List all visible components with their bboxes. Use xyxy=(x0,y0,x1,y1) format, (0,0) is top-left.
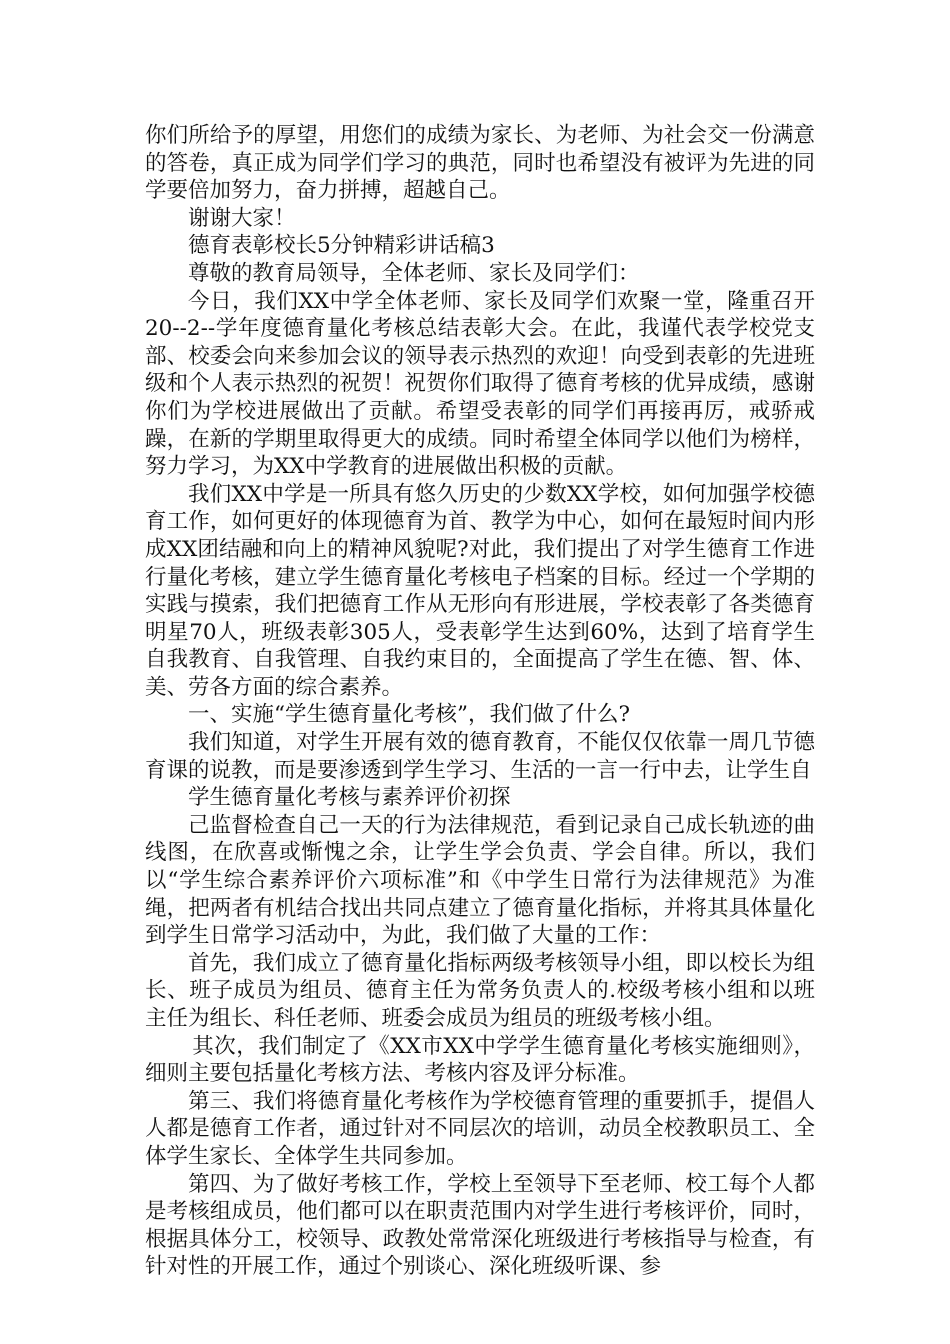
paragraph: 己监督检查自己一天的行为法律规范，看到记录自己成长轨迹的曲线图，在欣喜或惭愧之余，让学生学会负责、学会自律。所以，我们以“学生综合素养评价六项标准”和《中学生日常行为法律规范》为准绳，把两者有机结合找出共同点建立了德育量化指标，并将其具体量化到学生日常学习活动中，为此，我们做了大量的工作： xyxy=(145,812,815,949)
paragraph: 我们知道，对学生开展有效的德育教育，不能仅仅依靠一周几节德育课的说教，而是要渗透到学生学习、生活的一言一行中去，让学生自 xyxy=(145,730,815,783)
salutation: 尊敬的教育局领导，全体老师、家长及同学们： xyxy=(188,260,640,286)
paragraph: 其次，我们制定了《XX市XX中学学生德育量化考核实施细则》，细则主要包括量化考核方法、考核内容及评分标准。 xyxy=(145,1033,815,1087)
paragraph: 今日，我们XX中学全体老师、家长及同学们欢聚一堂，隆重召开20--2--学年度德育量化考核总结表彰大会。在此，我谨代表学校党支部、校委会向来参加会议的领导表示热烈的欢迎！向受到表彰的先进班级和个人表示热烈的祝贺！祝贺你们取得了德育考核的优异成绩，感谢你们为学校进展做出了贡献。希望受表彰的同学们再接再厉，戒骄戒躁，在新的学期里取得更大的成绩。同时希望全体同学以他们为榜样，努力学习，为XX中学教育的进展做出积极的贡献。 xyxy=(145,288,815,480)
paragraph: 你们所给予的厚望，用您们的成绩为家长、为老师、为社会交一份满意的答卷，真正成为同学们学习的典范，同时也希望没有被评为先进的同学要倍加努力，奋力拼搏，超越自己。 xyxy=(145,123,815,204)
document-page xyxy=(145,122,815,1281)
paragraph: 谢谢大家！ xyxy=(188,205,296,231)
paragraph: 我们XX中学是一所具有悠久历史的少数XX学校，如何加强学校德育工作，如何更好的体现德育为首、教学为中心，如何在最短时间内形成XX团结融和向上的精神风貌呢?对此，我们提出了对学生德育工作进行量化考核，建立学生德育量化考核电子档案的目标。经过一个学期的实践与摸索，我们把德育工作从无形向有形进展，学校表彰了各类德育明星70人，班级表彰305人，受表彰学生达到60%，达到了培育学生自我教育、自我管理、自我约束目的，全面提高了学生在德、智、体、美、劳各方面的综合素养。 xyxy=(145,481,815,700)
paragraph: 首先，我们成立了德育量化指标两级考核领导小组，即以校长为组长、班子成员为组员、德育主任为常务负责人的.校级考核小组和以班主任为组长、科任老师、班委会成员为组员的班级考核小组。 xyxy=(145,950,815,1031)
inserted-title: 学生德育量化考核与素养评价初探 xyxy=(188,785,511,811)
section-heading: 一、实施“学生德育量化考核”，我们做了什么? xyxy=(188,702,631,728)
section-heading: 德育表彰校长5分钟精彩讲话稿3 xyxy=(188,233,495,259)
paragraph: 第三、我们将德育量化考核作为学校德育管理的重要抓手，提倡人人都是德育工作者，通过针对不同层次的培训，动员全校教职员工、全体学生家长、全体学生共同参加。 xyxy=(145,1088,815,1169)
paragraph: 第四、为了做好考核工作，学校上至领导下至老师、校工每个人都是考核组成员，他们都可以在职责范围内对学生进行考核评价，同时，根据具体分工，校领导、政教处常常深化班级进行考核指导与检查，有针对性的开展工作，通过个别谈心、深化班级听课、参 xyxy=(145,1171,815,1280)
